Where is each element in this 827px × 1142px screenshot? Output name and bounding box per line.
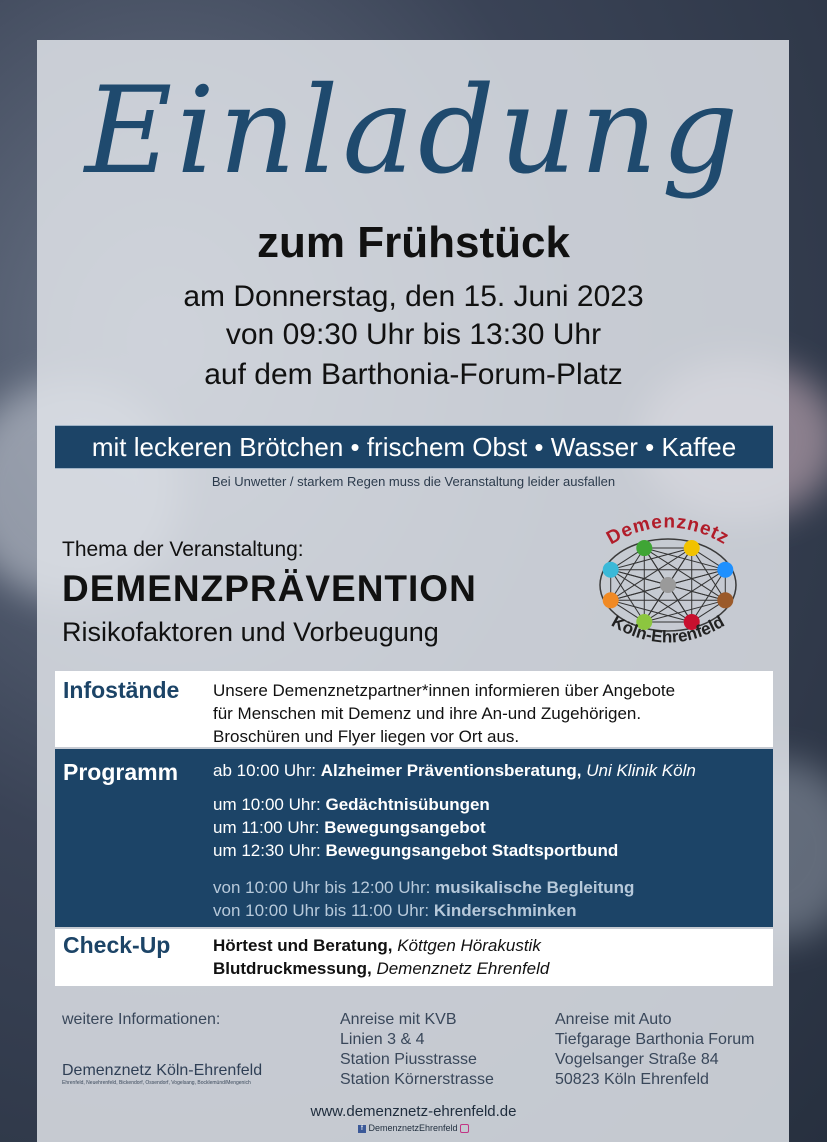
weather-note: Bei Unwetter / starkem Regen muss die Veranstaltung leider ausfallen: [211, 474, 616, 489]
programm-title: Bewegungsangebot: [324, 818, 486, 837]
more-info-label: weitere Informationen:: [62, 1011, 221, 1028]
programm-item: [213, 816, 618, 839]
infostaende-heading: Infostände: [63, 677, 180, 703]
programm-muted-title: Kinderschminken: [433, 901, 577, 920]
checkup-title: Blutdruckmessung,: [213, 959, 372, 978]
instagram-icon[interactable]: [460, 1124, 469, 1133]
logo-bottom-text: Köln-Ehrenfeld: [608, 611, 728, 647]
offer-bar: mit leckeren Brötchen • frischem Obst • Wasser • Kaffee: [55, 425, 773, 469]
auto-line: Vogelsanger Straße 84: [555, 1051, 719, 1068]
kvb-line: Station Körnerstrasse: [340, 1071, 494, 1088]
logo-dot: [684, 540, 700, 556]
checkup-item: [213, 934, 549, 957]
infostaende-line: für Menschen mit Demenz und ihre An-und Zugehörigen.: [213, 704, 642, 723]
section-infostaende: [55, 671, 773, 747]
social-row: [0, 1123, 827, 1133]
logo-dot: [636, 540, 652, 556]
auto-line: Tiefgarage Barthonia Forum: [555, 1031, 755, 1048]
programm-muted-time: von 10:00 Uhr bis 12:00 Uhr:: [213, 878, 431, 897]
kvb-line: Station Piusstrasse: [340, 1051, 477, 1068]
kvb-line: Linien 3 & 4: [340, 1031, 425, 1048]
auto-line: 50823 Köln Ehrenfeld: [555, 1071, 709, 1088]
logo-dot: [717, 562, 733, 578]
programm-item: [213, 759, 696, 782]
logo-network-line: [644, 570, 725, 622]
logo-dot: [717, 592, 733, 608]
section-checkup: [55, 929, 773, 986]
checkup-title: Hörtest und Beratung,: [213, 936, 393, 955]
demenznetz-logo: [583, 510, 753, 660]
theme-subtitle: Risikofaktoren und Vorbeugung: [62, 617, 439, 647]
invitation-script-title: Einladung: [84, 62, 743, 201]
auto-info: [555, 1010, 755, 1090]
programm-title: Bewegungsangebot Stadtsportbund: [325, 841, 619, 860]
checkup-list: [213, 934, 549, 980]
section-programm: [55, 749, 773, 927]
infostaende-text: [213, 679, 675, 748]
logo-network-line: [611, 570, 692, 622]
place-line: auf dem Barthonia-Forum-Platz: [204, 358, 623, 391]
date-line: am Donnerstag, den 15. Juni 2023: [183, 280, 644, 313]
checkup-org: Demenznetz Ehrenfeld: [376, 959, 550, 978]
programm-muted-title: musikalische Begleitung: [435, 878, 635, 897]
programm-title: Gedächtnisübungen: [325, 795, 490, 814]
programm-time: um 12:30 Uhr:: [213, 841, 321, 860]
logo-top-text: Demenznetz: [603, 511, 733, 550]
kvb-info: [340, 1010, 494, 1090]
theme-title: DEMENZPRÄVENTION: [62, 568, 477, 609]
logo-network-line: [611, 548, 692, 600]
checkup-org: Köttgen Hörakustik: [397, 936, 541, 955]
logo-dot: [603, 562, 619, 578]
breakfast-subtitle: zum Frühstück: [257, 218, 570, 267]
social-handle[interactable]: DemenznetzEhrenfeld: [368, 1123, 458, 1133]
auto-heading: Anreise mit Auto: [555, 1011, 672, 1028]
logo-dot: [603, 592, 619, 608]
programm-muted-item: [213, 876, 634, 899]
svg-text:Demenznetz: [603, 511, 733, 549]
programm-item: [213, 793, 618, 816]
programm-list: [213, 793, 618, 862]
logo-network-line: [644, 548, 725, 600]
infostaende-line: Unsere Demenznetzpartner*innen informieren über Angebote: [213, 681, 676, 700]
programm-item: [213, 839, 618, 862]
programm-org: Uni Klinik Köln: [586, 761, 696, 780]
infostaende-line: Broschüren und Flyer liegen vor Ort aus.: [213, 727, 520, 746]
logo-dot: [660, 577, 676, 593]
network-areas: Ehrenfeld, Neuehrenfeld, Bickendorf, Ossendorf, Vogelsang, Bocklemünd/Mengenich: [62, 1080, 251, 1086]
programm-time: ab 10:00 Uhr:: [213, 761, 317, 780]
checkup-heading: Check-Up: [63, 932, 171, 958]
network-name: Demenznetz Köln-Ehrenfeld: [62, 1062, 263, 1079]
website-link[interactable]: www.demenznetz-ehrenfeld.de: [310, 1103, 517, 1120]
programm-muted-item: [213, 899, 634, 922]
kvb-heading: Anreise mit KVB: [340, 1011, 457, 1028]
programm-title: Alzheimer Präventionsberatung,: [320, 761, 582, 780]
programm-heading: Programm: [63, 759, 179, 785]
programm-time: um 11:00 Uhr:: [213, 818, 320, 837]
theme-label: Thema der Veranstaltung:: [62, 538, 304, 561]
programm-muted-time: von 10:00 Uhr bis 11:00 Uhr:: [213, 901, 430, 920]
checkup-item: [213, 957, 549, 980]
programm-time: um 10:00 Uhr:: [213, 795, 321, 814]
svg-text:Köln-Ehrenfeld: [608, 612, 727, 647]
facebook-icon[interactable]: f: [358, 1125, 366, 1133]
time-line: von 09:30 Uhr bis 13:30 Uhr: [225, 318, 602, 351]
programm-muted-list: [213, 876, 634, 922]
